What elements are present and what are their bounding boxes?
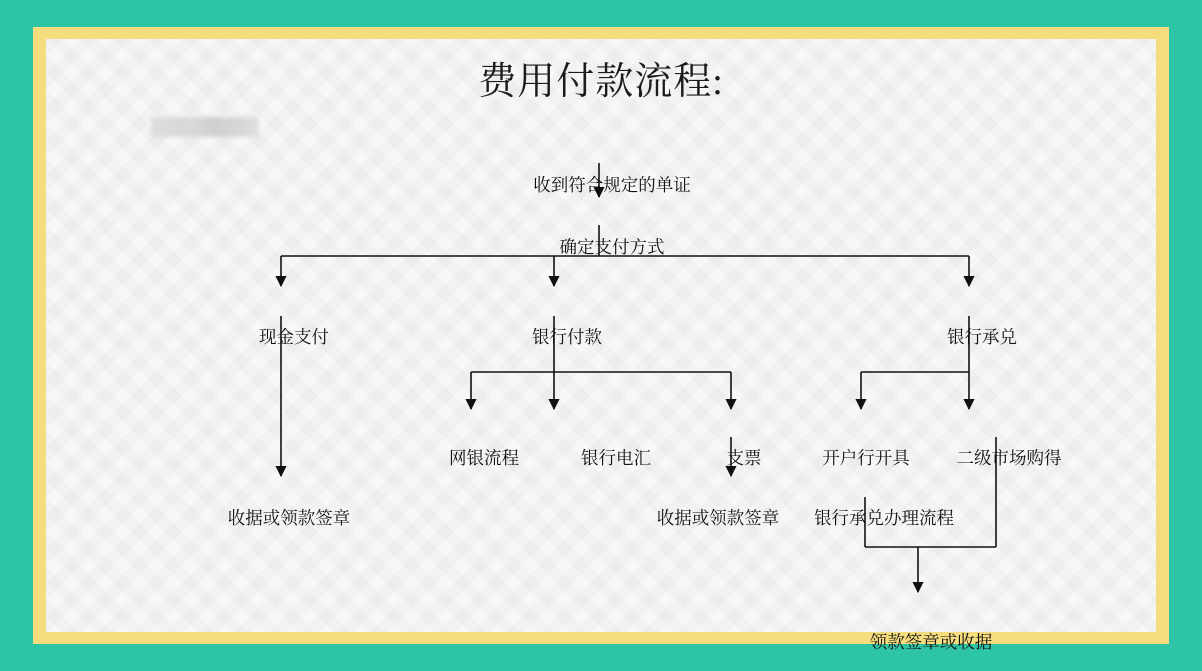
page-title: 费用付款流程: [478,61,724,103]
flow-node-cash-payment: 现金支付 [259,327,329,347]
flow-node-bank-payment: 银行付款 [532,327,602,347]
flow-node-receive-documents: 收到符合规定的单证 [533,175,691,195]
flow-node-bank-wire: 银行电汇 [581,448,651,468]
flow-node-receipt-or-signature-cash: 收据或领款签章 [227,508,351,528]
slide-border [33,27,1169,652]
flow-node-acceptance-process: 银行承兑办理流程 [814,508,954,528]
flow-node-check: 支票 [726,448,762,468]
watermark-blur [151,117,259,137]
slide-canvas [46,39,1156,652]
flow-node-determine-payment-method: 确定支付方式 [559,237,665,257]
flow-node-online-banking: 网银流程 [449,448,519,468]
flow-node-receipt-or-signature-check: 收据或领款签章 [656,508,780,528]
flow-node-signature-or-receipt: 领款签章或收据 [869,632,993,652]
flow-node-secondary-market: 二级市场购得 [956,448,1062,468]
flow-node-issuing-bank: 开户行开具 [822,448,910,468]
flow-node-bank-acceptance: 银行承兑 [947,327,1017,347]
